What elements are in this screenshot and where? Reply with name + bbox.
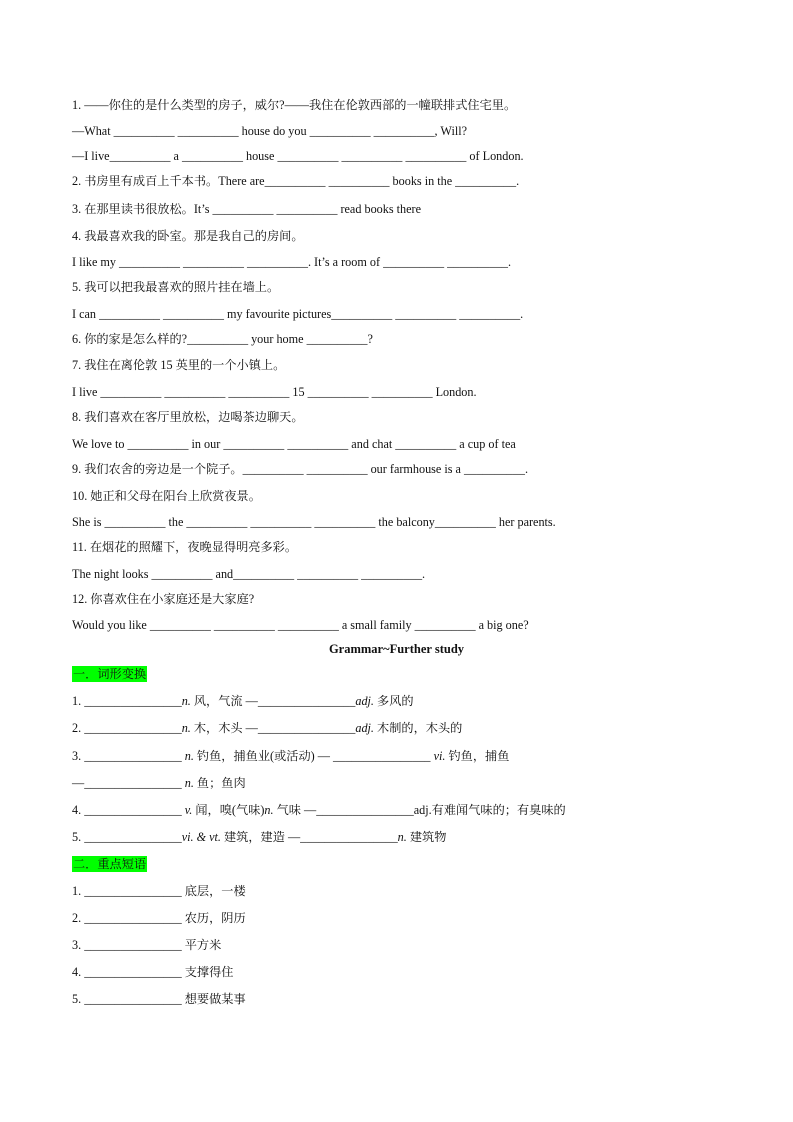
question-10-english: She is __________ the __________ __________ __________ the balcony__________ her parents.	[72, 515, 556, 529]
question-5-chinese: 5. 我可以把我最喜欢的照片挂在墙上。	[72, 280, 280, 294]
question-6: 6. 你的家是怎么样的?__________ your home __________?	[72, 332, 373, 346]
word-form-item-1: 1. ________________n. 风，气流 —________________adj. 多风的	[72, 694, 414, 708]
question-12-chinese: 12. 你喜欢住在小家庭还是大家庭?	[72, 592, 255, 606]
question-3: 3. 在那里读书很放松。It’s __________ __________ read books there	[72, 202, 422, 216]
question-4-english: I like my __________ __________ __________. It’s a room of __________ __________.	[72, 255, 512, 269]
question-7-english: I live __________ __________ __________ 15 __________ __________ London.	[72, 385, 477, 399]
phrases-heading: 二．重点短语	[73, 857, 147, 871]
phrase-item-2: 2. ________________ 农历，阴历	[72, 911, 246, 925]
phrase-item-1: 1. ________________ 底层，一楼	[72, 884, 246, 898]
phrase-item-3: 3. ________________ 平方米	[72, 938, 222, 952]
question-5-english: I can __________ __________ my favourite pictures__________ __________ __________.	[72, 307, 524, 321]
question-8-chinese: 8. 我们喜欢在客厅里放松，边喝茶边聊天。	[72, 410, 304, 424]
word-form-item-2: 2. ________________n. 木，木头 —________________adj. 木制的，木头的	[72, 721, 463, 735]
word-form-item-3-continued: —________________ n. 鱼；鱼肉	[72, 776, 246, 790]
word-form-item-4: 4. ________________ v. 闻，嗅(气味)n. 气味 —________________adj.有难闻气味的；有臭味的	[72, 803, 566, 817]
question-11-english: The night looks __________ and__________ __________ __________.	[72, 567, 426, 581]
question-2: 2. 书房里有成百上千本书。There are__________ __________ books in the __________.	[72, 174, 520, 188]
question-1-english-b: —I live__________ a __________ house __________ __________ __________ of London.	[72, 149, 524, 163]
question-1-english-a: —What __________ __________ house do you __________ __________, Will?	[72, 124, 468, 138]
section-title: Grammar~Further study	[328, 642, 465, 656]
question-9: 9. 我们农舍的旁边是一个院子。__________ __________ our farmhouse is a __________.	[72, 462, 528, 476]
question-8-english: We love to __________ in our __________ __________ and chat __________ a cup of tea	[72, 437, 516, 451]
word-form-item-3: 3. ________________ n. 钓鱼，捕鱼业(或活动) — ________________ vi. 钓鱼，捕鱼	[72, 749, 510, 763]
question-11-chinese: 11. 在烟花的照耀下，夜晚显得明亮多彩。	[72, 540, 298, 554]
question-1-chinese: 1. ——你住的是什么类型的房子，威尔?——我住在伦敦西部的一幢联排式住宅里。	[72, 98, 517, 112]
question-10-chinese: 10. 她正和父母在阳台上欣赏夜景。	[72, 489, 261, 503]
question-7-chinese: 7. 我住在离伦敦 15 英里的一个小镇上。	[72, 358, 286, 372]
question-4-chinese: 4. 我最喜欢我的卧室。那是我自己的房间。	[72, 229, 304, 243]
word-forms-heading: 一．词形变换	[73, 667, 147, 681]
phrase-item-4: 4. ________________ 支撑得住	[72, 965, 234, 979]
phrase-item-5: 5. ________________ 想要做某事	[72, 992, 246, 1006]
question-12-english: Would you like __________ __________ __________ a small family __________ a big one?	[72, 618, 529, 632]
word-form-item-5: 5. ________________vi. & vt. 建筑，建造 —________________n. 建筑物	[72, 830, 447, 844]
